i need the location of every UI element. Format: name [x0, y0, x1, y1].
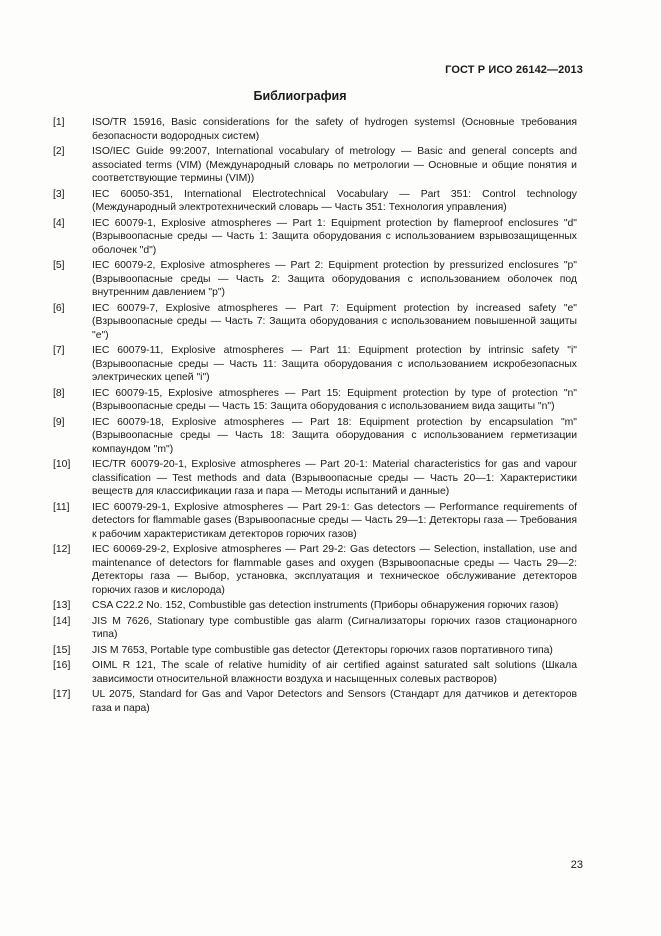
entry-number: [5]	[53, 260, 65, 271]
entry-number: [10]	[53, 459, 71, 470]
page-title: Библиография	[253, 89, 347, 103]
bibliography-entry	[53, 344, 577, 385]
entry-number: [7]	[53, 345, 65, 356]
standard-header: ГОСТ Р ИСО 26142—2013	[445, 64, 583, 76]
entry-number: [17]	[53, 689, 71, 700]
entry-text: IEC/TR 60079-20-1, Explosive atmospheres — Part 20-1: Material characteristics for gas and vapour classification — Test methods and data (Взрывоопасные среды — Часть 20—1: Характеристики веществ для классификации газа и пара — Методы испытаний и данные)	[92, 459, 577, 497]
entry-number: [13]	[53, 600, 71, 611]
bibliography-entry	[53, 615, 577, 642]
bibliography-entry	[53, 688, 577, 715]
entry-text: CSA C22.2 No. 152, Combustible gas detection instruments (Приборы обнаружения горючих газов)	[92, 600, 559, 611]
bibliography-entry	[53, 145, 577, 186]
entry-number: [16]	[53, 660, 71, 671]
entry-text: IEC 60079-29-1, Explosive atmospheres — Part 29-1: Gas detectors — Performance requirements of detectors for flammable gases (Взрывоопасные среды — Часть 29—1: Детекторы газа — Требования к рабочим характеристикам детекторов горючих газов)	[92, 501, 577, 540]
entry-text: JIS M 7653, Portable type combustible gas detector (Детекторы горючих газов портативного типа)	[92, 644, 553, 656]
entry-text: IEC 60079-11, Explosive atmospheres — Part 11: Equipment protection by intrinsic safety "i" (Взрывоопасные среды — Часть 11: Защита оборудования с использованием искробезопасных электрических цепей "i")	[92, 345, 577, 383]
bibliography-entry	[53, 458, 577, 499]
bibliography-entry	[53, 543, 577, 597]
entry-number: [1]	[53, 117, 65, 128]
bibliography-entry	[53, 217, 577, 258]
bibliography-entry	[53, 659, 577, 686]
entry-text: IEC 60079-7, Explosive atmospheres — Part 7: Equipment protection by increased safety "e" (Взрывоопасные среды — Часть 7: Защита оборудования с использованием повышенной защиты "e")	[92, 302, 577, 341]
entry-text: ISO/IEC Guide 99:2007, International vocabulary of metrology — Basic and general concepts and associated terms (VIM) (Международный словарь по метрологии — Основные и общие понятия и соответствующие термины (VIM))	[92, 146, 577, 184]
entry-number: [14]	[53, 615, 71, 627]
entry-text: OIML R 121, The scale of relative humidity of air certified against saturated salt solutions (Шкала зависимости относительной влажности воздуха и насыщенных солевых растворов)	[92, 660, 577, 685]
entry-number: [3]	[53, 188, 65, 200]
bibliography-entry	[53, 116, 577, 143]
entry-text: IEC 60079-2, Explosive atmospheres — Part 2: Equipment protection by pressurized enclosures "p" (Взрывоопасные среды — Часть 2: Защита оборудования с использованием оболочек под внутренним давлением "p")	[92, 260, 577, 298]
bibliography-list	[53, 116, 577, 717]
entry-text: JIS M 7626, Stationary type combustible gas alarm (Сигнализаторы горючих газов стационарного типа)	[92, 615, 577, 640]
entry-number: [8]	[53, 387, 65, 399]
bibliography-entry	[53, 387, 577, 414]
bibliography-entry	[53, 599, 577, 613]
entry-text: IEC 60050-351, International Electrotechnical Vocabulary — Part 351: Control technology (Международный электротехнический словарь — Часть 351: Технология управления)	[92, 188, 577, 213]
entry-number: [9]	[53, 416, 65, 428]
entry-text: IEC 60079-18, Explosive atmospheres — Part 18: Equipment protection by encapsulation "m" (Взрывоопасные среды — Часть 18: Защита оборудования с использованием герметизации компаундом "m")	[92, 416, 577, 455]
entry-text: UL 2075, Standard for Gas and Vapor Detectors and Sensors (Стандарт для датчиков и детекторов газа и пара)	[92, 689, 577, 714]
bibliography-entry	[53, 259, 577, 300]
bibliography-entry	[53, 644, 577, 658]
entry-number: [2]	[53, 146, 65, 157]
entry-number: [12]	[53, 544, 71, 555]
entry-number: [6]	[53, 302, 65, 314]
bibliography-entry	[53, 188, 577, 215]
entry-text: ISO/TR 15916, Basic considerations for the safety of hydrogen systemsI (Основные требования безопасности водородных систем)	[92, 117, 577, 142]
bibliography-entry	[53, 302, 577, 343]
bibliography-entry	[53, 501, 577, 542]
bibliography-entry	[53, 416, 577, 457]
entry-text: IEC 60069-29-2, Explosive atmospheres — Part 29-2: Gas detectors — Selection, installation, use and maintenance of detectors for flammable gases and oxygen (Взрывоопасные среды — Часть 29—2: Детекторы газа — Выбор, установка, эксплуатация и техническое обслуживание детекторов горючих газов и кислорода)	[92, 544, 577, 596]
entry-number: [11]	[53, 501, 70, 513]
page-number: 23	[570, 859, 583, 871]
entry-number: [4]	[53, 217, 65, 229]
entry-text: IEC 60079-15, Explosive atmospheres — Part 15: Equipment protection by type of protection "n" (Взрывоопасные среды — Часть 15: Защита оборудования с использованием вида защиты "n")	[92, 387, 577, 412]
entry-text: IEC 60079-1, Explosive atmospheres — Part 1: Equipment protection by flameproof enclosures "d" (Взрывоопасные среды — Часть 1: Защита оборудования с использованием взрывозащищенных оболочек "d")	[92, 217, 577, 256]
entry-number: [15]	[53, 644, 71, 656]
